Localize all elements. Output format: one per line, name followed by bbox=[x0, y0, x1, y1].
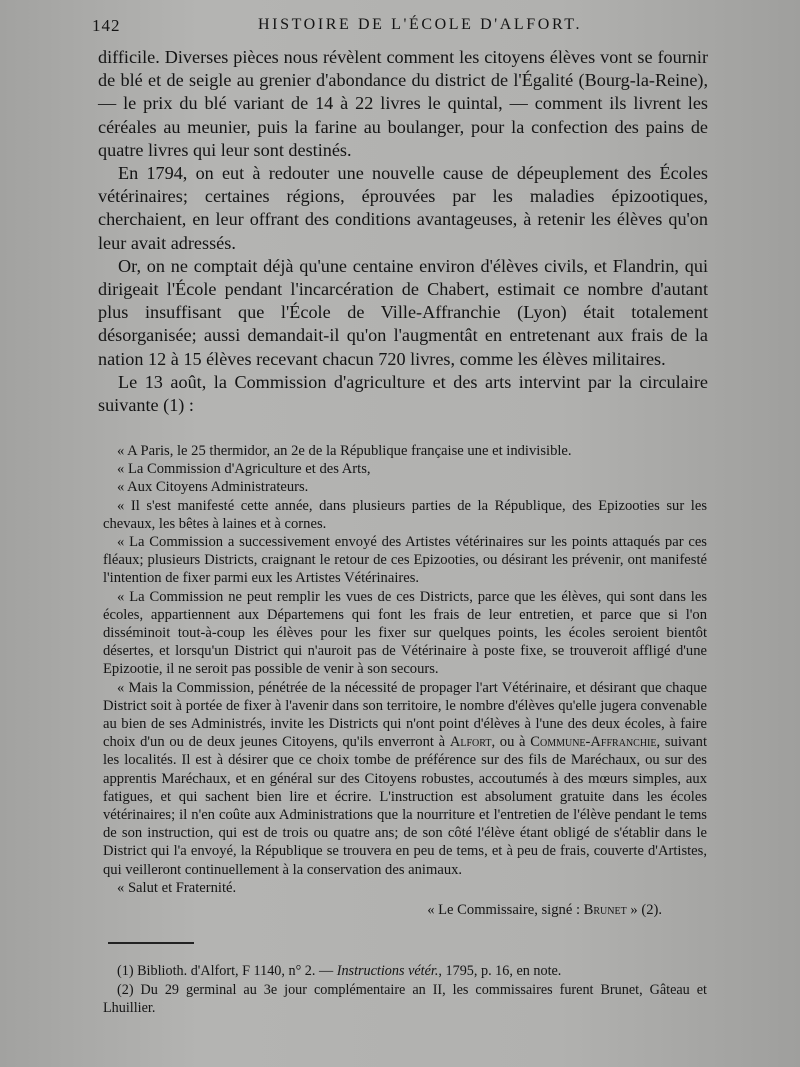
place-alfort: Alfort bbox=[449, 734, 492, 751]
signature-prefix: « Le Commissaire, signé : bbox=[427, 902, 584, 919]
quote-paragraph-4 bbox=[103, 679, 707, 879]
main-text bbox=[98, 46, 708, 417]
quote-sender: « La Commission d'Agriculture et des Arts, bbox=[117, 461, 371, 478]
paragraph-2: En 1794, on eut à redouter une nouvelle cause de dépeuplement des Écoles vétérinaires; certaines régions, éprouvées par les maladies épizootiques, cherchaient, en leur offrant des conditions avantageuses, à retenir les élèves qu'on leur avait adressés. bbox=[98, 163, 708, 253]
quote-paragraph-4-part-c: , suivant les localités. Il est à désirer que ce choix tombe de préférence sur des fils de Maréchaux, ou sur des apprentis Maréchaux, et en général sur des Citoyens robustes, accoutumés à des mœurs simples, aux fatigues, et qui sachent bien lire et écrire. L'instruction est absolument gratuite dans les écoles vétérinaires; il n'en coûte aux Administrations que la nourriture et l'entretien de l'élève pendant le tems de son instruction, qui est de trois ou quatre ans; de son côté l'élève étant obligé de s'établir dans le District qui l'a envoyé, la République se trouvera en peu de tems, et à peu de frais, couverte d'Artistes, qui veilleront continuellement à la conservation des animaux. bbox=[103, 734, 707, 878]
paragraph-4: Le 13 août, la Commission d'agriculture et des arts intervint par la circulaire suivante (1) : bbox=[98, 371, 708, 416]
running-title: HISTOIRE DE L'ÉCOLE D'ALFORT. bbox=[258, 16, 583, 33]
quote-paragraph-4-part-a: « Mais la Commission, pénétrée de la nécessité de propager l'art Vétérinaire, et désirant que chaque District soit à portée de fixer à l'avenir dans son territoire, le nombre d'élèves qu'elle jugera convenable au bien de ses Administrés, invite les Districts qui n'ont point d'élèves à l'une des deux écoles, à faire choix d'un ou de deux jeunes Citoyens, qu'ils enverront à bbox=[103, 679, 707, 751]
page-header bbox=[92, 16, 732, 38]
quote-addressee: « Aux Citoyens Administrateurs. bbox=[117, 479, 309, 496]
footnote-divider bbox=[108, 942, 194, 944]
circular-quotation bbox=[103, 442, 707, 919]
paragraph-3: Or, on ne comptait déjà qu'une centaine environ d'élèves civils, et Flandrin, qui dirigeait l'École pendant l'incarcération de Chabert, estimait ce nombre d'autant plus insuffisant que l'École de Ville-Affranchie (Lyon) était totalement désorganisée; aussi demandait-il qu'on l'augmentât en entretenant aux frais de la nation 12 à 15 élèves recevant chacun 720 livres, comme les élèves militaires. bbox=[98, 255, 708, 369]
quote-dateline: « A Paris, le 25 thermidor, an 2e de la République française une et indivisible. bbox=[117, 443, 572, 459]
quote-paragraph-1: « Il s'est manifesté cette année, dans plusieurs parties de la République, des Epizooties sur les chevaux, les bêtes à laines et à cornes. bbox=[103, 497, 707, 532]
place-commune-affranchie: Commune-Affranchie bbox=[530, 734, 657, 751]
quote-signature bbox=[103, 901, 707, 919]
footnote-1-part-b: , 1795, p. 16, en note. bbox=[438, 963, 562, 979]
footnotes bbox=[103, 962, 707, 1018]
quote-paragraph-3: « La Commission ne peut remplir les vues de ces Districts, parce que les élèves, qui sont dans les écoles, appartiennent aux Départemens qui font les frais de leur entretien, et parce que si l'on disséminoit tout-à-coup les élèves pour les fixer sur quelques points, les écoles seroient bientôt désertes, et lorsqu'un District qui n'auroit pas de Vétérinaire à poste fixe, se trouveroit affligé d'une Epizootie, il ne seroit pas possible de venir à son secours. bbox=[103, 588, 707, 678]
page-number: 142 bbox=[92, 16, 121, 35]
signature-suffix: » (2). bbox=[626, 902, 662, 919]
quote-paragraph-2: « La Commission a successivement envoyé des Artistes vétérinaires sur les points attaqués par ces fléaux; plusieurs Districts, craignant le retour de ces Epizooties, ou désirant les prévenir, ont manifesté l'intention de fixer parmi eux les Artistes Vétérinaires. bbox=[103, 534, 707, 587]
footnote-1-part-a: (1) Biblioth. d'Alfort, F 1140, n° 2. — bbox=[117, 963, 337, 979]
paragraph-1: difficile. Diverses pièces nous révèlent comment les citoyens élèves vont se fournir de blé et de seigle au grenier d'abondance du district de l'Égalité (Bourg-la-Reine), — le prix du blé variant de 14 à 22 livres le quintal, — comment ils livrent les céréales au meunier, puis la farine au boulanger, pour la confection des pains de quatre livres qui leur sont destinés. bbox=[98, 47, 708, 160]
quote-salutation: « Salut et Fraternité. bbox=[117, 879, 237, 896]
signatory-name: Brunet bbox=[583, 902, 627, 919]
quote-paragraph-4-part-b: , ou à bbox=[491, 734, 531, 751]
footnote-2: (2) Du 29 germinal au 3e jour complémentaire an II, les commissaires furent Brunet, Gâteau et Lhuillier. bbox=[103, 981, 707, 1016]
footnote-1-title: Instructions vétér. bbox=[336, 963, 439, 979]
footnote-1 bbox=[103, 962, 707, 981]
